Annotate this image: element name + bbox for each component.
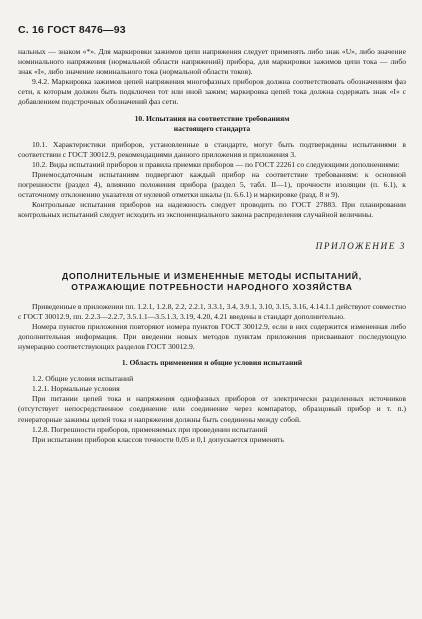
paragraph: 1.2.8. Погрешности приборов, применяемых при проведении испытаний — [32, 424, 268, 434]
paragraph: 1.2.1. Нормальные условия — [32, 384, 120, 394]
paragraph: 10.1. Характеристики приборов, установленные в стандарте, могут быть подтверждены испытаниями в соответствии с ГОСТ 30012.9, рекомендациями данного приложения и приложения 3. — [18, 139, 406, 159]
section-10-heading — [18, 114, 406, 134]
paragraph: Контрольные испытания приборов на надежность следует проводить по ГОСТ 27883. При планировании контрольных испытаний следует исходить из экспоненциального закона распределения случайной величины. — [18, 200, 406, 220]
appendix-title-line: ДОПОЛНИТЕЛЬНЫЕ И ИЗМЕНЕННЫЕ МЕТОДЫ ИСПЫТАНИЙ, — [62, 270, 362, 281]
section-title-line: настоящего стандарта — [173, 123, 251, 133]
paragraph: 9.4.2. Маркировка зажимов цепей напряжения многофазных приборов должна соответствовать обозначениям фаз сети, к которым должен быть подключен тот или иной зажим; маркировка цепей тока должна содержать знак «I» с добавлением подстрочных обозначений фаз сети. — [18, 77, 406, 107]
paragraph: При испытании приборов классов точности 0,05 и 0,1 допускается применять — [32, 434, 284, 444]
appendix-label: ПРИЛОЖЕНИЕ 3 — [315, 240, 406, 251]
appendix-title-line: ОТРАЖАЮЩИЕ ПОТРЕБНОСТИ НАРОДНОГО ХОЗЯЙСТВА — [71, 282, 353, 293]
paragraph: 10.2. Виды испытаний приборов и правила приемки приборов — по ГОСТ 22261 со следующими дополнениями: — [32, 159, 400, 169]
paragraph: 1.2. Общие условия испытаний — [32, 374, 134, 384]
paragraph: нальных — знаком «*». Для маркировки зажимов цепи напряжения следует применять либо знак «U», либо значение номинального напряжения (нормальной области напряжений) прибора, для маркировки зажимов цепи тока — либо знак «I», либо значение номинального тока (нормальной области токов). — [18, 47, 406, 77]
paragraph: Приведенные в приложении пп. 1.2.1, 1.2.8, 2.2, 2.2.1, 3.3.1, 3.4, 3.9.1, 3.10, 3.15, 3.16, 4.14.1.1 действуют совместно с ГОСТ 30012.9, пп. 2.2.3—2.2.7, 3.5.1.1—3.5.1.3, 3.19, 4.20, 4.21 введены в стандарт дополнительно. — [18, 301, 406, 321]
appendix-title — [18, 271, 406, 294]
paragraph: При питании цепей тока и напряжения однофазных приборов от электрически разделенных источников (отсутствует непосредственное соединение или соединение через компаратор, образцовый прибор и т. п.) генераторные зажимы цепей тока и напряжения должны быть соединены между собой. — [18, 394, 406, 424]
running-header: С. 16 ГОСТ 8476—93 — [18, 24, 126, 36]
paragraph: Номера пунктов приложения повторяют номера пунктов ГОСТ 30012.9, если в них содержится измененная либо дополнительная информация. При введении новых методов пунктам приложения присваивают последующую нумерацию соответствующих разделов ГОСТ 30012.9. — [18, 321, 406, 351]
paragraph: Приемосдаточным испытаниям подвергают каждый прибор на соответствие требованиям: к основной погрешности (раздел 4), влиянию положения прибора (раздел 5, табл. II—1), прочности изоляции (п. 6.1), к остаточному отклонению указателя от нулевой отметки шкалы (п. 6.6.1) и маркировке (разд. 8 и 9). — [18, 170, 406, 200]
section-1-heading: 1. Область применения и общие условия испытаний — [121, 358, 303, 368]
page-body — [18, 47, 406, 445]
section-title-line: 10. Испытания на соответствие требованиям — [134, 113, 290, 123]
